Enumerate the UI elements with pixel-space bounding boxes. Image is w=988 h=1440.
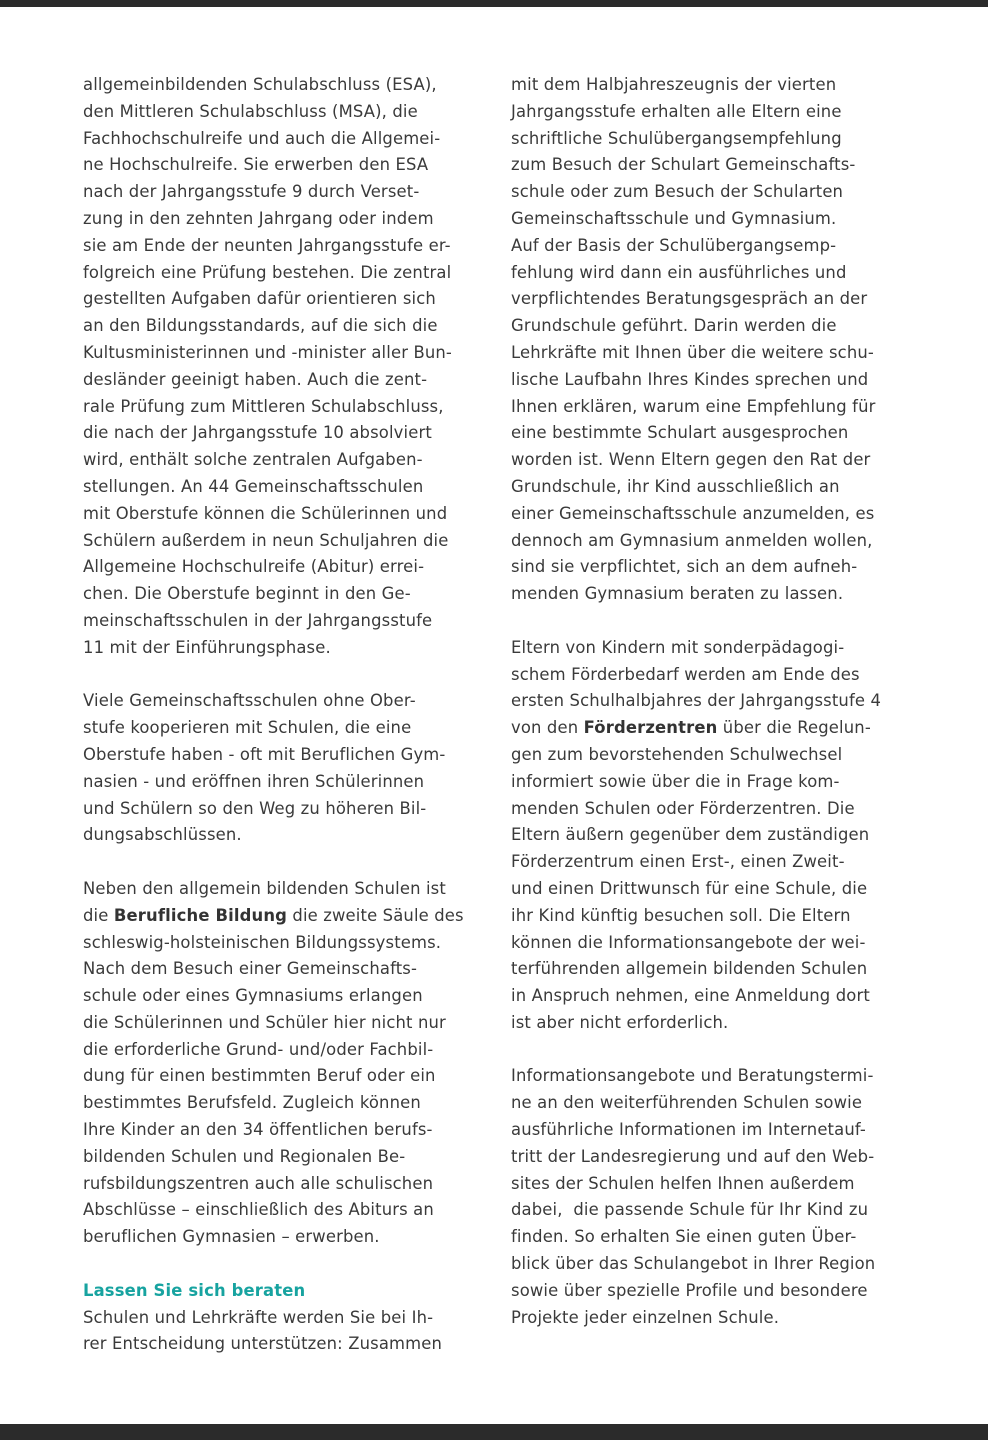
text-line: mit Oberstufe können die Schülerinnen und (83, 503, 448, 523)
text-line: schleswig-holsteinischen Bildungssystems. (83, 932, 442, 952)
text-line: Förderzentrum einen Erst-, einen Zweit- (511, 852, 845, 872)
text-line: schule oder zum Besuch der Schularten (511, 182, 844, 202)
text-line: mit dem Halbjahreszeugnis der vierten (511, 75, 837, 94)
text-line: Neben den allgemein bildenden Schulen ist (83, 878, 446, 898)
text-span: die zweite Säule des (287, 905, 464, 925)
text-line: blick über das Schulangebot in Ihrer Region (511, 1254, 876, 1274)
text-line: meinschaftsschulen in der Jahrgangsstufe (83, 610, 433, 630)
text-line: Grundschule geführt. Darin werden die (511, 316, 837, 336)
text-line: die Schülerinnen und Schüler hier nicht nur (83, 1012, 446, 1032)
text-line: stufe kooperieren mit Schulen, die eine (83, 718, 412, 738)
text-line: Nach dem Besuch einer Gemeinschafts- (83, 959, 418, 979)
text-line: sind sie verpflichtet, sich an dem aufneh- (511, 557, 858, 577)
text-line: fehlung wird dann ein ausführliches und (511, 262, 847, 282)
text-line: Jahrgangsstufe erhalten alle Eltern eine (511, 101, 842, 121)
text-line: ersten Schulhalbjahres der Jahrgangsstufe 4 (511, 691, 882, 711)
text-line: 11 mit der Einführungsphase. (83, 637, 331, 657)
text-line: schule oder eines Gymnasiums erlangen (83, 986, 423, 1006)
text-line: Eltern äußern gegenüber dem zuständigen (511, 825, 870, 845)
text-line: informiert sowie über die in Frage kom- (511, 771, 840, 791)
paragraph-3 (511, 1063, 911, 1331)
text-line: sowie über spezielle Profile und besondere (511, 1280, 868, 1300)
bottom-bar (0, 1424, 988, 1440)
text-line-with-bold (83, 903, 483, 930)
text-line: Auf der Basis der Schulübergangsemp- (511, 235, 837, 255)
text-line: folgreich eine Prüfung bestehen. Die zentral (83, 262, 452, 282)
text-line: bestimmtes Berufsfeld. Zugleich können (83, 1093, 421, 1113)
paragraph-1 (83, 72, 483, 662)
paragraph-4 (83, 1305, 483, 1359)
text-line: rale Prüfung zum Mittleren Schulabschluss, (83, 396, 444, 416)
text-line: ist aber nicht erforderlich. (511, 1012, 729, 1032)
text-line: Lehrkräfte mit Ihnen über die weitere schu- (511, 342, 874, 362)
text-line: rufsbildungszentren auch alle schulischen (83, 1173, 434, 1193)
text-line: Ihnen erklären, warum eine Empfehlung für (511, 396, 876, 416)
text-line: Abschlüsse – einschließlich des Abiturs an (83, 1200, 434, 1220)
right-column (511, 72, 911, 1331)
text-line: Viele Gemeinschaftsschulen ohne Ober- (83, 691, 416, 711)
text-line: chen. Die Oberstufe beginnt in den Ge- (83, 584, 411, 604)
text-line: Kultusministerinnen und -minister aller Bun- (83, 342, 452, 362)
text-line: zung in den zehnten Jahrgang oder indem (83, 208, 434, 228)
text-span: die (83, 905, 114, 925)
text-line: Gemeinschaftsschule und Gymnasium. (511, 208, 837, 228)
bold-term-foerderzentren: Förderzentren (583, 718, 718, 738)
text-line: nasien - und eröffnen ihren Schülerinnen (83, 771, 425, 791)
text-line: gen zum bevorstehenden Schulwechsel (511, 744, 843, 764)
text-line: dungsabschlüssen. (83, 825, 242, 845)
text-line: ausführliche Informationen im Internetauf- (511, 1120, 866, 1140)
text-line: desländer geeinigt haben. Auch die zent- (83, 369, 428, 389)
text-line: lische Laufbahn Ihres Kindes sprechen und (511, 369, 869, 389)
text-line-with-bold (511, 715, 911, 742)
paragraph-gap (511, 608, 911, 635)
text-line: stellungen. An 44 Gemeinschaftsschulen (83, 476, 424, 496)
text-line: eine bestimmte Schulart ausgesprochen (511, 423, 849, 443)
text-line: allgemeinbildenden Schulabschluss (ESA), (83, 75, 437, 94)
text-line: an den Bildungsstandards, auf die sich die (83, 316, 438, 336)
text-line: Informationsangebote und Beratungstermi- (511, 1066, 874, 1086)
text-line: sie am Ende der neunten Jahrgangsstufe er- (83, 235, 451, 255)
top-bar (0, 0, 988, 7)
text-line: nach der Jahrgangsstufe 9 durch Verset- (83, 182, 420, 202)
paragraph-2 (511, 635, 911, 1037)
text-line: die nach der Jahrgangsstufe 10 absolviert (83, 423, 432, 443)
text-line: dung für einen bestimmten Beruf oder ein (83, 1066, 436, 1086)
bold-term-berufliche-bildung: Berufliche Bildung (113, 905, 288, 925)
text-line: rer Entscheidung unterstützen: Zusammen (83, 1334, 443, 1354)
text-line: können die Informationsangebote der wei- (511, 932, 866, 952)
text-line: ihr Kind künftig besuchen soll. Die Eltern (511, 905, 851, 925)
paragraph-gap (83, 1251, 483, 1278)
text-line: ne Hochschulreife. Sie erwerben den ESA (83, 155, 429, 175)
text-line: beruflichen Gymnasien – erwerben. (83, 1227, 380, 1247)
section-heading: Lassen Sie sich beraten (83, 1280, 306, 1300)
text-line: Allgemeine Hochschulreife (Abitur) errei- (83, 557, 425, 577)
text-span: über die Regelun- (717, 718, 871, 738)
text-line: zum Besuch der Schulart Gemeinschafts- (511, 155, 856, 175)
text-line: dennoch am Gymnasium anmelden wollen, (511, 530, 873, 550)
text-line: wird, enthält solche zentralen Aufgaben- (83, 450, 423, 470)
paragraph-1 (511, 72, 911, 608)
text-line: schem Förderbedarf werden am Ende des (511, 664, 860, 684)
text-line: Fachhochschulreife und auch die Allgemei- (83, 128, 441, 148)
paragraph-3 (83, 876, 483, 1251)
paragraph-gap (83, 849, 483, 876)
text-line: die erforderliche Grund- und/oder Fachbil- (83, 1039, 434, 1059)
text-line: und einen Drittwunsch für eine Schule, die (511, 878, 868, 898)
text-line: in Anspruch nehmen, eine Anmeldung dort (511, 986, 870, 1006)
text-line: gestellten Aufgaben dafür orientieren sich (83, 289, 436, 309)
paragraph-gap (511, 1037, 911, 1064)
text-line: bildenden Schulen und Regionalen Be- (83, 1146, 406, 1166)
text-line: menden Schulen oder Förderzentren. Die (511, 798, 855, 818)
text-line: und Schülern so den Weg zu höheren Bil- (83, 798, 427, 818)
paragraph-2 (83, 688, 483, 849)
text-line: Schülern außerdem in neun Schuljahren die (83, 530, 449, 550)
text-line: Ihre Kinder an den 34 öffentlichen berufs- (83, 1120, 433, 1140)
text-span: von den (511, 718, 584, 738)
text-line: Oberstufe haben - oft mit Beruflichen Gym- (83, 744, 446, 764)
text-line: tritt der Landesregierung und auf den Web- (511, 1146, 875, 1166)
text-line: ne an den weiterführenden Schulen sowie (511, 1093, 863, 1113)
text-line: finden. So erhalten Sie einen guten Über- (511, 1227, 857, 1247)
text-line: terführenden allgemein bildenden Schulen (511, 959, 868, 979)
text-line: schriftliche Schulübergangsempfehlung (511, 128, 842, 148)
paragraph-gap (83, 662, 483, 689)
text-line: den Mittleren Schulabschluss (MSA), die (83, 101, 418, 121)
text-line: einer Gemeinschaftsschule anzumelden, es (511, 503, 875, 523)
text-line: Eltern von Kindern mit sonderpädagogi- (511, 637, 845, 657)
text-line: Schulen und Lehrkräfte werden Sie bei Ih- (83, 1307, 434, 1327)
text-line: Projekte jeder einzelnen Schule. (511, 1307, 780, 1327)
text-line: verpflichtendes Beratungsgespräch an der (511, 289, 868, 309)
text-line: Grundschule, ihr Kind ausschließlich an (511, 476, 840, 496)
text-line: worden ist. Wenn Eltern gegen den Rat der (511, 450, 871, 470)
text-line: sites der Schulen helfen Ihnen außerdem (511, 1173, 855, 1193)
text-line: menden Gymnasium beraten zu lassen. (511, 584, 844, 604)
text-line: dabei, die passende Schule für Ihr Kind zu (511, 1200, 869, 1220)
left-column (83, 72, 483, 1358)
